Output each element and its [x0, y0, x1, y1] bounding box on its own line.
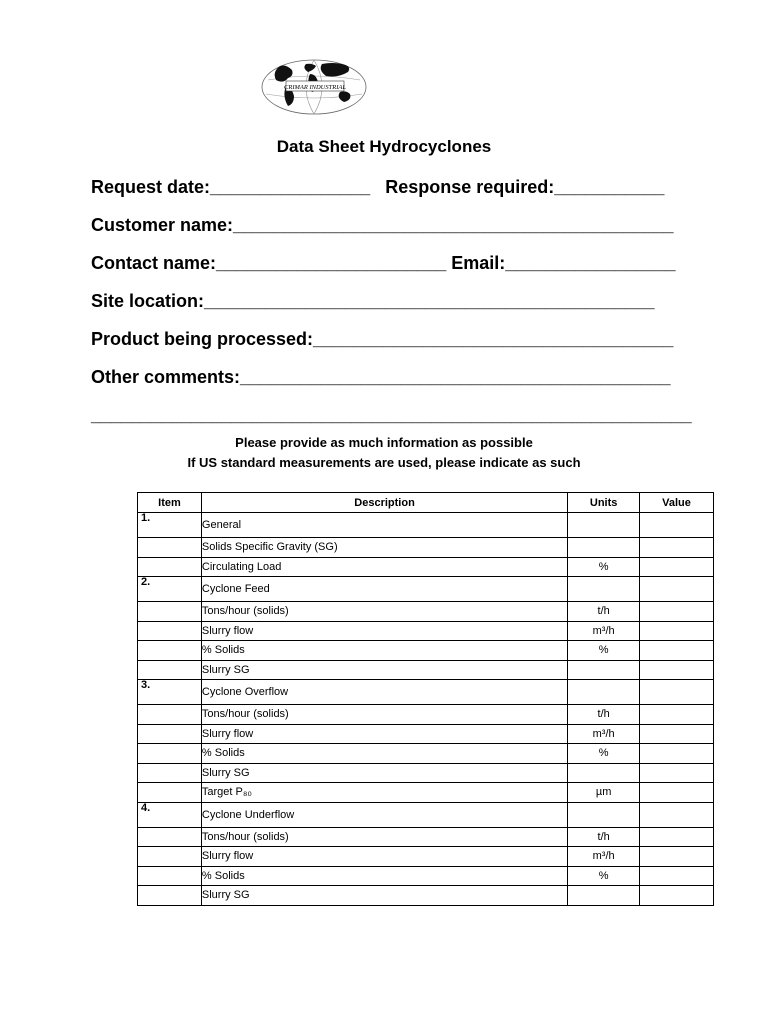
cell-value[interactable] [640, 602, 714, 622]
cell-item [138, 538, 202, 558]
cell-description: Tons/hour (solids) [201, 827, 567, 847]
header-units: Units [568, 493, 640, 513]
note-us-units: If US standard measurements are used, please indicate as such [187, 455, 581, 470]
table-header-row [138, 493, 714, 513]
cell-item [138, 847, 202, 867]
cell-units: t/h [568, 827, 640, 847]
cell-item [138, 557, 202, 577]
field-product: Product being processed:____________________________________ [91, 329, 674, 349]
cell-units: t/h [568, 705, 640, 725]
cell-item [138, 763, 202, 783]
cell-description: Slurry SG [201, 763, 567, 783]
cell-value[interactable] [640, 705, 714, 725]
cell-units [568, 802, 640, 827]
cell-units [568, 660, 640, 680]
cell-units [568, 763, 640, 783]
table-row [138, 660, 714, 680]
cell-item [138, 641, 202, 661]
cell-item [138, 783, 202, 803]
cell-value[interactable] [640, 557, 714, 577]
cell-description: Slurry flow [201, 621, 567, 641]
cell-item [138, 705, 202, 725]
table-row [138, 538, 714, 558]
cell-value[interactable] [640, 538, 714, 558]
cell-description: % Solids [201, 744, 567, 764]
field-request-date: Request date:________________ Response required:___________ [91, 177, 665, 197]
cell-value[interactable] [640, 577, 714, 602]
header-item: Item [138, 493, 202, 513]
item-number: 4. [141, 801, 151, 814]
cell-value[interactable] [640, 641, 714, 661]
table-row [138, 602, 714, 622]
cell-description: Tons/hour (solids) [201, 602, 567, 622]
cell-item [138, 621, 202, 641]
cell-value[interactable] [640, 724, 714, 744]
cell-description: Target P₈₀ [201, 783, 567, 803]
cell-item [138, 513, 202, 538]
cell-value[interactable] [640, 827, 714, 847]
table-row [138, 886, 714, 906]
field-site-location: Site location:_____________________________________________ [91, 291, 655, 311]
cell-units: % [568, 744, 640, 764]
cell-value[interactable] [640, 680, 714, 705]
item-number: 1. [141, 512, 151, 524]
cell-description: Cyclone Overflow [201, 680, 567, 705]
hydrocyclone-data-table [137, 492, 714, 906]
cell-units [568, 680, 640, 705]
table-row [138, 802, 714, 827]
cell-description: Solids Specific Gravity (SG) [201, 538, 567, 558]
cell-units: % [568, 557, 640, 577]
cell-item [138, 602, 202, 622]
cell-units [568, 577, 640, 602]
cell-units: m³/h [568, 621, 640, 641]
cell-units: t/h [568, 602, 640, 622]
field-customer-name: Customer name:____________________________________________ [91, 215, 674, 235]
cell-description: % Solids [201, 641, 567, 661]
item-number: 3. [141, 679, 151, 691]
note-info: Please provide as much information as possible [235, 435, 533, 450]
cell-item [138, 802, 202, 827]
logo-text: CRIMAR INDUSTRIAL [284, 84, 346, 91]
cell-description: % Solids [201, 866, 567, 886]
cell-description: Tons/hour (solids) [201, 705, 567, 725]
cell-description: Cyclone Underflow [201, 802, 567, 827]
cell-item [138, 827, 202, 847]
table-row [138, 783, 714, 803]
cell-description: Slurry SG [201, 660, 567, 680]
cell-item [138, 660, 202, 680]
item-number: 2. [141, 576, 151, 588]
table-row [138, 577, 714, 602]
cell-description: Slurry flow [201, 847, 567, 867]
cell-description: Cyclone Feed [201, 577, 567, 602]
header-value: Value [640, 493, 714, 513]
cell-value[interactable] [640, 763, 714, 783]
table-body [138, 513, 714, 906]
table-row [138, 705, 714, 725]
cell-value[interactable] [640, 802, 714, 827]
table-row [138, 557, 714, 577]
table-row [138, 847, 714, 867]
cell-item [138, 866, 202, 886]
cell-value[interactable] [640, 660, 714, 680]
cell-description: Slurry SG [201, 886, 567, 906]
cell-units [568, 538, 640, 558]
cell-units: m³/h [568, 724, 640, 744]
table-row [138, 513, 714, 538]
globe-logo-icon [258, 58, 370, 116]
cell-item [138, 680, 202, 705]
cell-description: Slurry flow [201, 724, 567, 744]
cell-value[interactable] [640, 783, 714, 803]
cell-units: m³/h [568, 847, 640, 867]
cell-value[interactable] [640, 866, 714, 886]
cell-item [138, 577, 202, 602]
cell-value[interactable] [640, 744, 714, 764]
cell-units: % [568, 641, 640, 661]
company-logo [258, 58, 370, 116]
cell-units [568, 886, 640, 906]
table-row [138, 621, 714, 641]
header-description: Description [201, 493, 567, 513]
cell-value[interactable] [640, 513, 714, 538]
table-row [138, 744, 714, 764]
table-row [138, 724, 714, 744]
cell-value[interactable] [640, 886, 714, 906]
cell-value[interactable] [640, 847, 714, 867]
field-blank-line: ____________________________________________________________ [91, 405, 692, 425]
cell-units: % [568, 866, 640, 886]
cell-item [138, 724, 202, 744]
table-row [138, 866, 714, 886]
table-row [138, 641, 714, 661]
table-row [138, 680, 714, 705]
cell-description: Circulating Load [201, 557, 567, 577]
field-other-comments: Other comments:___________________________________________ [91, 367, 671, 387]
cell-description: General [201, 513, 567, 538]
cell-units: µm [568, 783, 640, 803]
cell-item [138, 886, 202, 906]
cell-value[interactable] [640, 621, 714, 641]
table-row [138, 763, 714, 783]
cell-units [568, 513, 640, 538]
cell-item [138, 744, 202, 764]
field-contact-name: Contact name:_______________________ Email:_________________ [91, 253, 676, 273]
table-row [138, 827, 714, 847]
page-title: Data Sheet Hydrocyclones [276, 137, 492, 156]
